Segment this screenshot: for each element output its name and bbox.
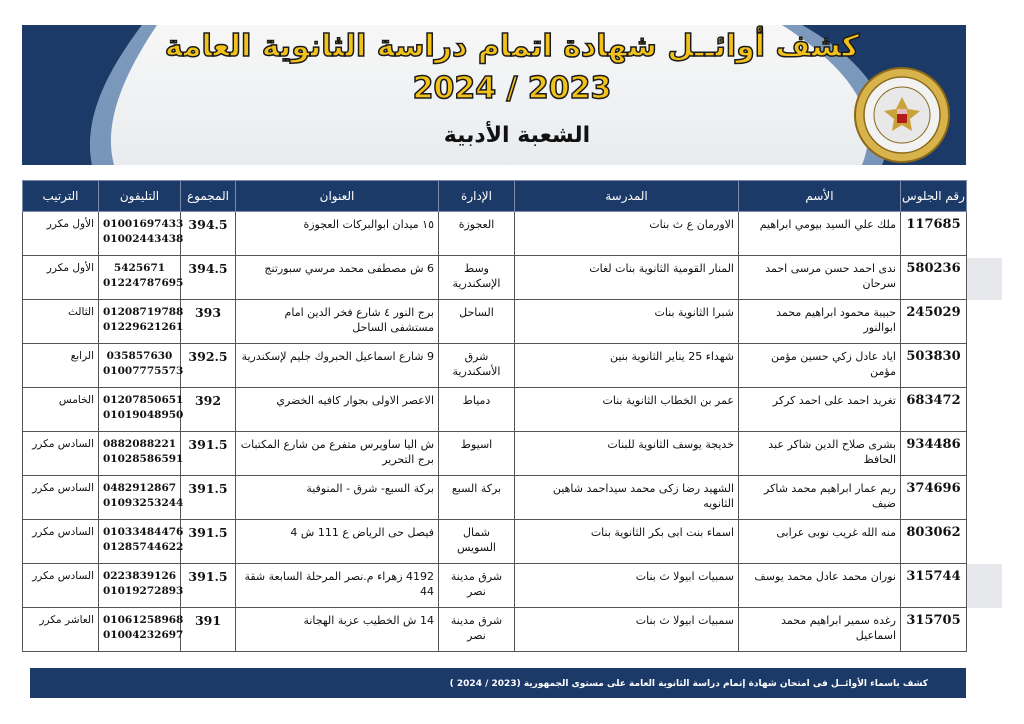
total-cell: 393 — [181, 300, 236, 344]
phone-secondary: 01028586591 — [103, 453, 184, 465]
total-cell: 394.5 — [181, 212, 236, 256]
school-cell: اسماء بنت ابى بكر الثانوية بنات — [515, 520, 739, 564]
name-cell: حبيبة محمود ابراهيم محمد ابوالنور — [739, 300, 901, 344]
phone-primary: 5425671 — [113, 262, 166, 274]
school-cell: الاورمان ع ث بنات — [515, 212, 739, 256]
total-cell: 391.5 — [181, 564, 236, 608]
rank-cell: الأول مكرر — [23, 212, 99, 256]
seat-cell: 245029 — [901, 300, 967, 344]
header-phone: التليفون — [99, 181, 181, 212]
total-cell: 394.5 — [181, 256, 236, 300]
phone-cell — [99, 300, 184, 344]
ministry-logo — [852, 65, 952, 165]
seat-cell: 683472 — [901, 388, 967, 432]
phone-secondary: 01229621261 — [103, 321, 184, 333]
admin-cell: شرق الأسكندرية — [439, 344, 515, 388]
address-cell: 9 شارع اسماعيل الحبروك جليم لإسكندرية — [236, 344, 439, 388]
footer-bar — [30, 668, 966, 698]
address-cell: الاعصر الاولى بجوار كافيه الخضري — [236, 388, 439, 432]
table-row — [23, 608, 967, 652]
table-row — [23, 344, 967, 388]
seat-cell: 503830 — [901, 344, 967, 388]
table-row — [23, 432, 967, 476]
seat-cell: 580236 — [901, 256, 967, 300]
table-row — [23, 564, 967, 608]
header-seat: رقم الجلوس — [901, 181, 967, 212]
phone-secondary: 01004232697 — [103, 629, 184, 641]
seat-cell: 934486 — [901, 432, 967, 476]
phone-cell — [99, 388, 184, 432]
rank-cell: السادس مكرر — [23, 520, 99, 564]
header-admin: الإدارة — [439, 181, 515, 212]
phone-cell — [99, 432, 184, 476]
admin-cell: شمال السويس — [439, 520, 515, 564]
total-cell: 391.5 — [181, 432, 236, 476]
phone-cell — [99, 212, 184, 256]
name-cell: ريم عمار ابراهيم محمد شاكر ضيف — [739, 476, 901, 520]
phone-cell — [99, 564, 184, 608]
phone-secondary: 01002443438 — [103, 233, 184, 245]
seat-cell: 315744 — [901, 564, 967, 608]
admin-cell: الساحل — [439, 300, 515, 344]
school-cell: المنار القومية الثانوية بنات لغات — [515, 256, 739, 300]
table-row — [23, 476, 967, 520]
ministry-seal-icon — [852, 65, 952, 165]
address-cell: بركة السبع- شرق - المنوفية — [236, 476, 439, 520]
banner-years: 2024 / 2023 — [412, 71, 612, 106]
phone-secondary: 01019272893 — [103, 585, 184, 597]
school-cell: عمر بن الخطاب الثانوية بنات — [515, 388, 739, 432]
phone-primary: 0223839126 — [103, 570, 177, 582]
school-cell: سمبيات ابيولا ث بنات — [515, 608, 739, 652]
table-header-row — [23, 181, 967, 212]
header-banner — [22, 25, 966, 165]
phone-primary: 01207850651 — [103, 394, 184, 406]
total-cell: 391 — [181, 608, 236, 652]
header-name: الأسم — [739, 181, 901, 212]
seat-cell: 117685 — [901, 212, 967, 256]
phone-primary: 01001697433 — [103, 218, 184, 230]
seat-cell: 803062 — [901, 520, 967, 564]
phone-cell — [99, 476, 184, 520]
admin-cell: شرق مدينة نصر — [439, 564, 515, 608]
address-cell: فيصل حى الرياض ع 111 ش 4 — [236, 520, 439, 564]
header-school: المدرسة — [515, 181, 739, 212]
phone-secondary: 01007775573 — [103, 365, 184, 377]
phone-primary: 035857630 — [106, 350, 173, 362]
header-address: العنوان — [236, 181, 439, 212]
school-cell: خديجة يوسف الثانوية للبنات — [515, 432, 739, 476]
seat-cell: 374696 — [901, 476, 967, 520]
phone-cell — [99, 256, 184, 300]
seat-cell: 315705 — [901, 608, 967, 652]
table-row — [23, 520, 967, 564]
banner-title: كشف أوائــل شهادة اتمام دراسة الثانوية العامة — [164, 29, 860, 64]
banner-branch: الشعبة الأدبية — [443, 123, 591, 148]
name-cell: نوران محمد عادل محمد يوسف — [739, 564, 901, 608]
phone-secondary: 01285744622 — [103, 541, 184, 553]
name-cell: ندى احمد حسن مرسى احمد سرحان — [739, 256, 901, 300]
total-cell: 391.5 — [181, 520, 236, 564]
address-cell: ش اليا ساويرس متفرع من شارع المكتبات برج التحرير — [236, 432, 439, 476]
school-cell: شهداء 25 يناير الثانوية بنين — [515, 344, 739, 388]
rank-cell: الرابع — [23, 344, 99, 388]
table-row — [23, 388, 967, 432]
phone-primary: 01208719788 — [103, 306, 184, 318]
admin-cell: وسط الإسكندرية — [439, 256, 515, 300]
admin-cell: بركة السبع — [439, 476, 515, 520]
admin-cell: دمياط — [439, 388, 515, 432]
table-row — [23, 212, 967, 256]
phone-primary: 0882088221 — [103, 438, 177, 450]
rank-cell: الأول مكرر — [23, 256, 99, 300]
name-cell: رغده سمير ابراهيم محمد اسماعيل — [739, 608, 901, 652]
header-rank: الترتيب — [23, 181, 99, 212]
address-cell: برج النور ٤ شارع فخر الدين امام مستشفى الساحل — [236, 300, 439, 344]
phone-cell — [99, 608, 184, 652]
table-row — [23, 256, 967, 300]
phone-cell — [99, 344, 184, 388]
rank-cell: السادس مكرر — [23, 564, 99, 608]
school-cell: سمبيات ابيولا ث بنات — [515, 564, 739, 608]
rank-cell: الثالث — [23, 300, 99, 344]
phone-secondary: 01224787695 — [103, 277, 184, 289]
school-cell: شبرا الثانوية بنات — [515, 300, 739, 344]
name-cell: منه الله غريب نوبى عرابى — [739, 520, 901, 564]
address-cell: 6 ش مصطفى محمد مرسي سبورتنج — [236, 256, 439, 300]
admin-cell: شرق مدينة نصر — [439, 608, 515, 652]
phone-cell — [99, 520, 184, 564]
phone-secondary: 01019048950 — [103, 409, 184, 421]
admin-cell: العجوزة — [439, 212, 515, 256]
admin-cell: اسيوط — [439, 432, 515, 476]
total-cell: 392 — [181, 388, 236, 432]
phone-primary: 01061258968 — [103, 614, 184, 626]
top-students-table — [22, 180, 967, 652]
address-cell: 4192 زهراء م.نصر المرحلة السابعة شقة 44 — [236, 564, 439, 608]
total-cell: 392.5 — [181, 344, 236, 388]
school-cell: الشهيد رضا زكى محمد سيداحمد شاهين الثانويه — [515, 476, 739, 520]
rank-cell: العاشر مكرر — [23, 608, 99, 652]
address-cell: ١٥ ميدان ابوالبركات العجوزة — [236, 212, 439, 256]
name-cell: اياد عادل زكي حسين مؤمن مؤمن — [739, 344, 901, 388]
header-total: المجموع — [181, 181, 236, 212]
name-cell: ملك علي السيد بيومي ابراهيم — [739, 212, 901, 256]
rank-cell: السادس مكرر — [23, 476, 99, 520]
row-strip — [966, 258, 1002, 300]
rank-cell: الخامس — [23, 388, 99, 432]
phone-primary: 0482912867 — [103, 482, 177, 494]
total-cell: 391.5 — [181, 476, 236, 520]
row-strip — [966, 564, 1002, 608]
address-cell: 14 ش الخطيب عزبة الهجانة — [236, 608, 439, 652]
phone-secondary: 01093253244 — [103, 497, 184, 509]
phone-primary: 01033484476 — [103, 526, 184, 538]
name-cell: تغريد احمد على احمد كركر — [739, 388, 901, 432]
footer-text: كشف باسماء الأوائــل فى امتحان شهادة إتمام دراسة الثانوية العامة على مستوى الجمهورية (2023 / 2024 ) — [449, 679, 928, 689]
rank-cell: السادس مكرر — [23, 432, 99, 476]
table-row — [23, 300, 967, 344]
name-cell: بشرى صلاح الدين شاكر عبد الحافظ — [739, 432, 901, 476]
